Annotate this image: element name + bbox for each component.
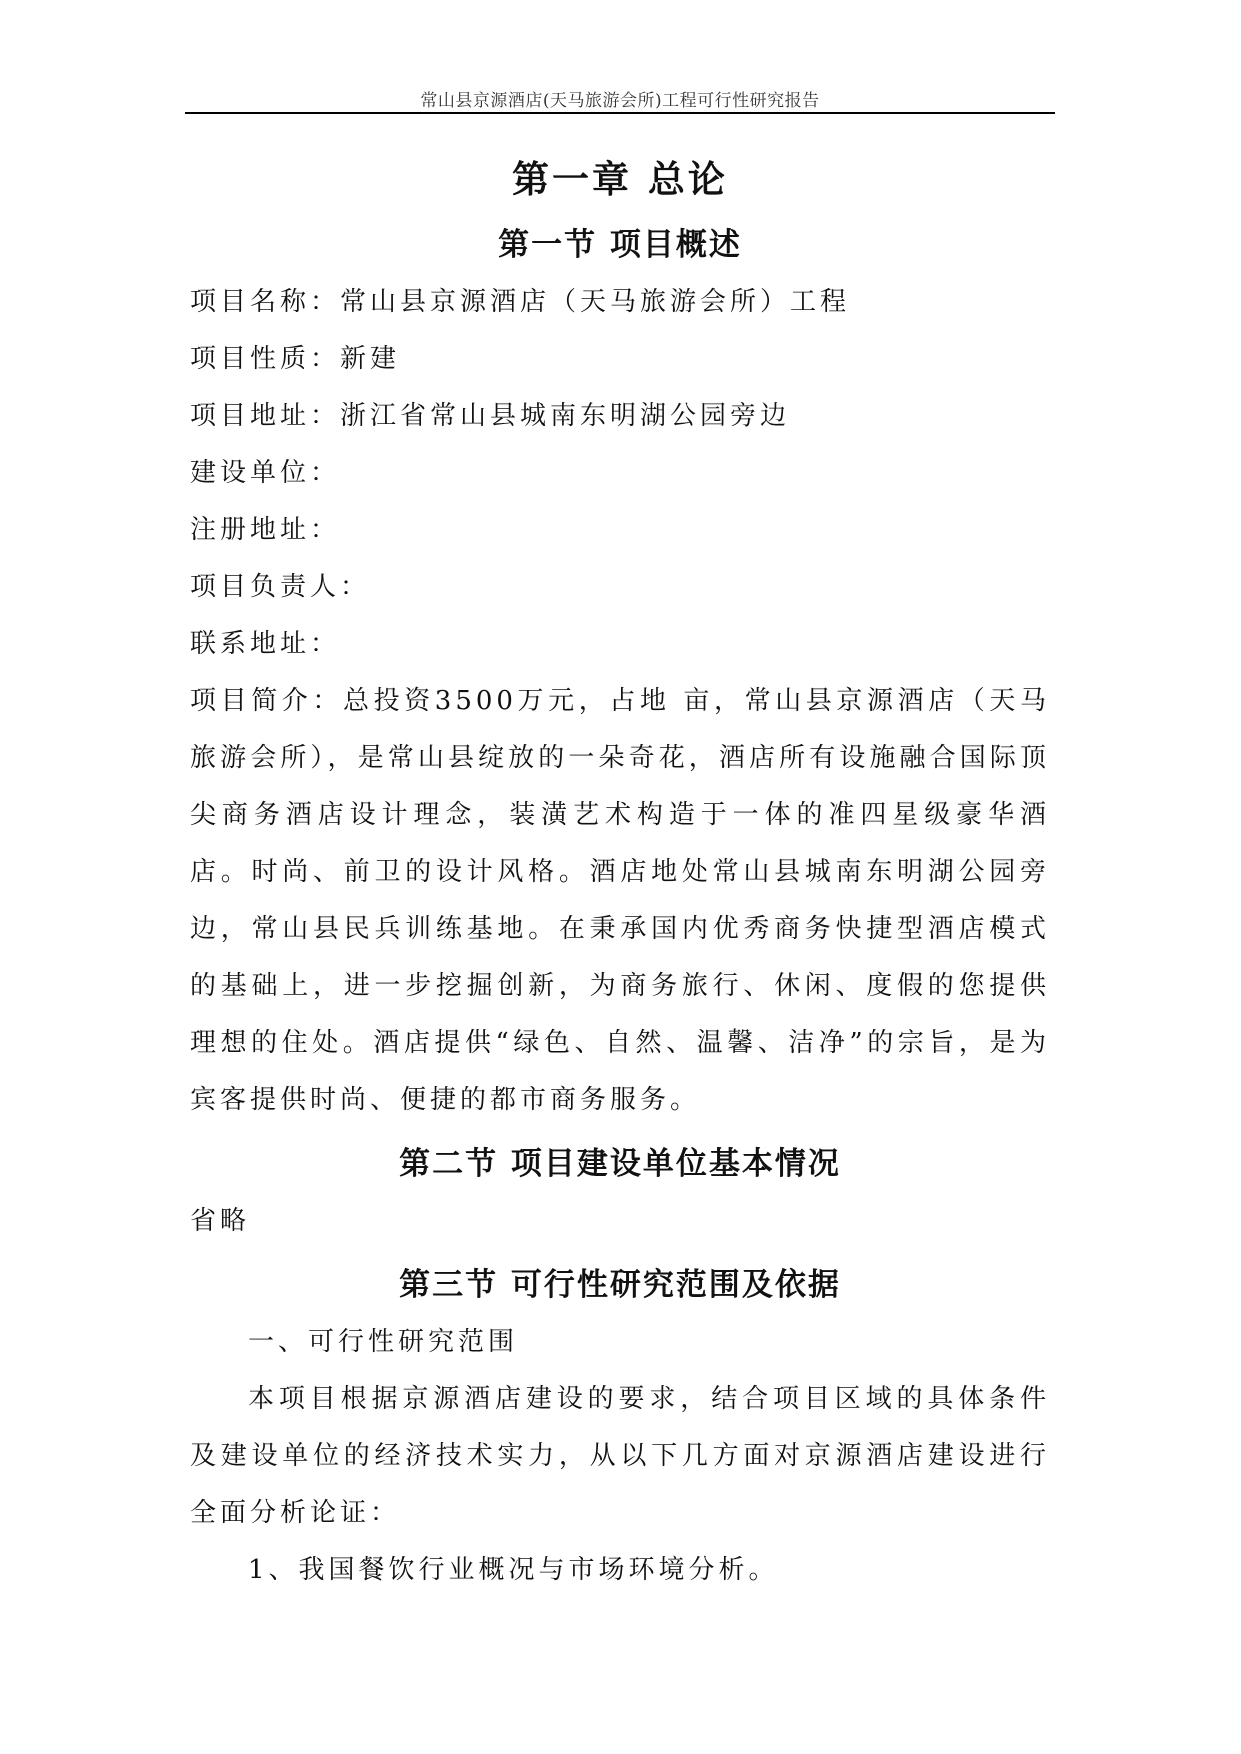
- section-3-title: 第三节 可行性研究范围及依据: [399, 1267, 841, 1303]
- section-2-title: 第二节 项目建设单位基本情况: [399, 1146, 841, 1182]
- field-contact-address: 联系地址：: [190, 629, 341, 659]
- field-construction-unit: 建设单位：: [190, 458, 341, 488]
- field-project-name: 项目名称：常山县京源酒店（天马旅游会所）工程: [190, 287, 851, 317]
- field-project-nature: 项目性质：新建: [190, 344, 401, 374]
- field-registered-address: 注册地址：: [190, 515, 341, 545]
- section-3-list-item: 1、我国餐饮行业概况与市场环境分析。: [248, 1555, 779, 1585]
- chapter-title: 第一章 总论: [512, 158, 728, 201]
- running-header: 常山县京源酒店(天马旅游会所)工程可行性研究报告: [420, 91, 820, 111]
- page-body: [190, 140, 1050, 1599]
- field-project-address: 项目地址：浙江省常山县城南东明湖公园旁边: [190, 401, 791, 431]
- field-project-manager: 项目负责人：: [190, 572, 371, 602]
- section-2-body: 省略: [190, 1206, 251, 1236]
- project-intro-paragraph: 项目简介：总投资3500万元，占地 亩，常山县京源酒店（天马旅游会所），是常山县绽放的一朵奇花，酒店所有设施融合国际顶尖商务酒店设计理念，装潢艺术构造于一体的准四星级豪华酒店。时尚、前卫的设计风格。酒店地处常山县城南东明湖公园旁边，常山县民兵训练基地。在秉承国内优秀商务快捷型酒店模式的基础上，进一步挖掘创新，为商务旅行、休闲、度假的您提供理想的住处。酒店提供“绿色、自然、温馨、洁净”的宗旨，是为宾客提供时尚、便捷的都市商务服务。: [190, 686, 1050, 1115]
- section-1-title: 第一节 项目概述: [498, 227, 742, 263]
- section-3-subheading: 一、可行性研究范围: [248, 1327, 519, 1357]
- section-3-paragraph: 本项目根据京源酒店建设的要求，结合项目区域的具体条件及建设单位的经济技术实力，从以下几方面对京源酒店建设进行全面分析论证：: [190, 1384, 1050, 1528]
- header-rule: [185, 112, 1055, 114]
